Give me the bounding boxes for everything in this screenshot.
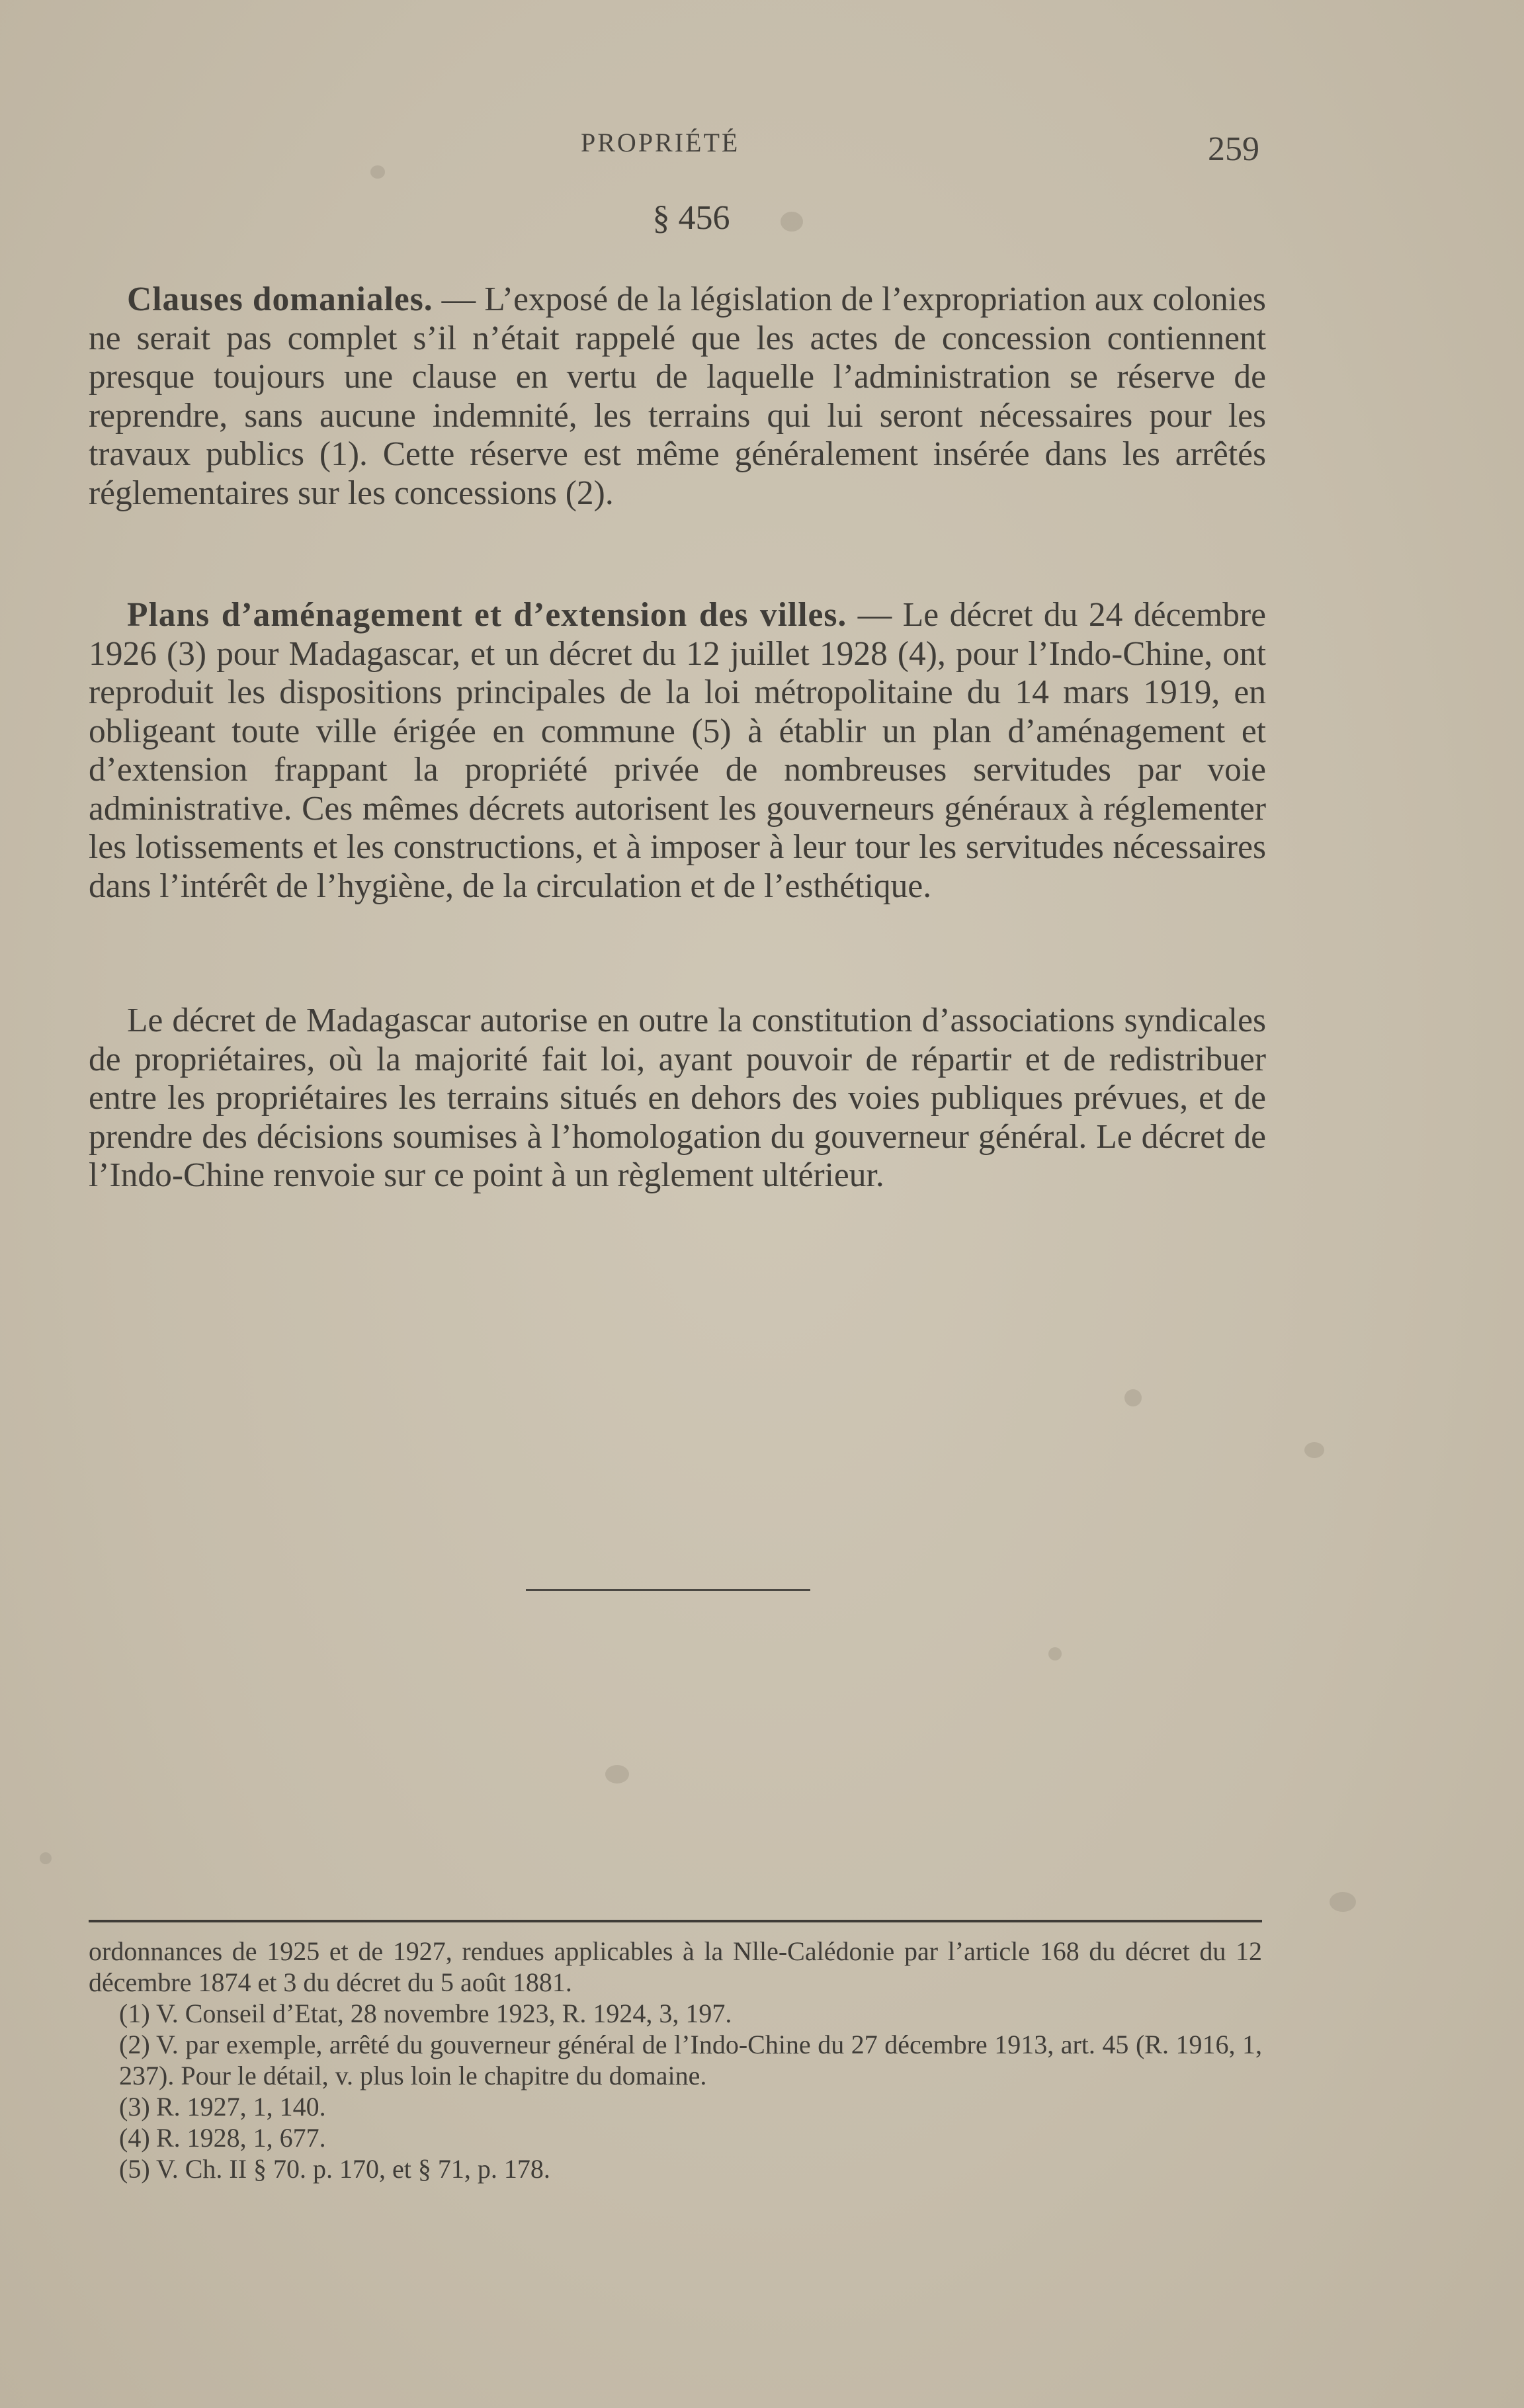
footnote-text: R. 1927, 1, 140. <box>156 2092 326 2122</box>
paper-speck <box>1124 1389 1142 1406</box>
footnote-text: V. par exemple, arrêté du gouverneur général de l’Indo-Chine du 27 décembre 1913, art. 45 (R. 1916, 1, 237). Pour le détail, v. plus loin le chapitre du domaine. <box>119 2030 1262 2090</box>
paragraph-heading: Clauses domaniales. <box>127 280 433 318</box>
footnote-5 <box>89 2153 1262 2184</box>
footnote-continuation: ordonnances de 1925 et de 1927, rendues applicables à la Nlle-Calédonie par l’article 168 du décret du 12 décembre 1874 et 3 du décret du 5 août 1881. <box>89 1936 1262 1997</box>
paragraph-text: — L’exposé de la législation de l’expropriation aux colonies ne serait pas complet s’il n’était rappelé que les actes de concession contiennent presque toujours une clause en vertu de laquelle l’administration se réserve de reprendre, sans aucune indemnité, les terrains qui lui seront nécessaires pour les travaux publics (1). Cette réserve est même généralement insérée dans les arrêtés réglementaires sur les concessions (2). <box>89 280 1266 512</box>
paragraph-text: — Le décret du 24 décembre 1926 (3) pour Madagascar, et un décret du 12 juillet 1928 (4), pour l’Indo-Chine, ont reproduit les dispositions principales de la loi métropolitaine du 14 mars 1919, en obligeant toute ville érigée en commune (5) à établir un plan d’aménagement et d’extension frappant la propriété privée de nombreuses servitudes par voie administrative. Ces mêmes décrets autorisent les gouverneurs généraux à réglementer les lotissements et les constructions, et à imposer à leur tour les servitudes nécessaires dans l’intérêt de l’hygiène, de la circulation et de l’esthétique. <box>89 596 1267 905</box>
footnote-number: (5) <box>119 2154 150 2184</box>
footnote-3 <box>89 2091 1262 2122</box>
paper-speck <box>1048 1647 1062 1660</box>
footnote-number: (1) <box>119 1999 150 2028</box>
footnote-text: R. 1928, 1, 677. <box>156 2123 326 2153</box>
page-number: 259 <box>1208 130 1259 168</box>
footnote-4 <box>89 2122 1262 2153</box>
paper-speck <box>1330 1892 1356 1912</box>
paper-speck <box>370 165 385 179</box>
paragraph-heading: Plans d’aménagement et d’extension des villes. <box>127 596 847 634</box>
running-head <box>0 127 1524 167</box>
footnote-number: (4) <box>119 2123 150 2153</box>
paper-speck <box>605 1765 629 1784</box>
running-title: PROPRIÉTÉ <box>581 128 740 157</box>
paragraph-madagascar <box>89 1002 1266 1195</box>
footnotes <box>89 1936 1262 2184</box>
paragraph-text: Le décret de Madagascar autorise en outre la constitution d’associations syndicales de propriétaires, où la majorité fait loi, ayant pouvoir de répartir et de redistribuer entre les propriétaires les terrains situés en dehors des voies publiques prévues, et de prendre des décisions soumises à l’homologation du gouverneur général. Le décret de l’Indo-Chine renvoie sur ce point à un règlement ultérieur. <box>89 1002 1266 1194</box>
footnote-1 <box>89 1998 1262 2029</box>
paper-speck <box>40 1852 52 1864</box>
paragraph-clauses-domaniales <box>89 280 1266 513</box>
footnote-number: (2) <box>119 2030 150 2059</box>
section-separator-rule <box>526 1589 810 1591</box>
paragraph-plans-amenagement <box>89 596 1266 906</box>
paper-speck <box>1304 1442 1324 1458</box>
footnote-text: V. Conseil d’Etat, 28 novembre 1923, R. 1924, 3, 197. <box>156 1999 732 2028</box>
section-number: § 456 <box>652 199 730 237</box>
footnote-2 <box>89 2029 1262 2091</box>
footnote-text: V. Ch. II § 70. p. 170, et § 71, p. 178. <box>156 2154 550 2184</box>
footnote-number: (3) <box>119 2092 150 2122</box>
footnote-rule <box>89 1920 1262 1922</box>
